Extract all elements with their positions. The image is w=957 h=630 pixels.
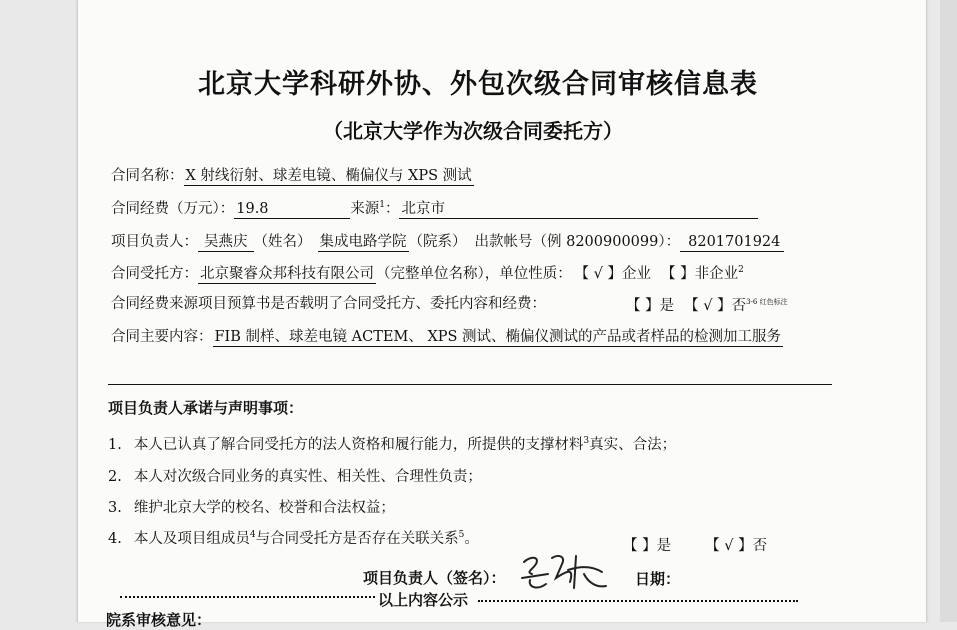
budget-row <box>111 292 546 313</box>
contract-name-value: X 射线衍射、球差电镜、椭偏仪与 XPS 测试 <box>185 168 472 184</box>
contract-name-label: 合同名称： <box>111 168 184 184</box>
contract-fee-row <box>111 197 758 219</box>
contractor-row <box>111 262 744 284</box>
dotted-separator-left <box>120 596 375 598</box>
budget-footnote: 3-6 红色标注 <box>746 298 788 307</box>
budget-no-checkbox: 【 √ 】否 <box>684 298 747 314</box>
item-period: 。 <box>464 531 479 547</box>
handwritten-signature <box>518 548 608 596</box>
dept-label: （院系） <box>408 234 467 250</box>
item-footnote: 4 <box>249 530 256 541</box>
account-value: 8201701924 <box>680 233 784 252</box>
public-notice-label: 以上内容公示 <box>378 591 469 609</box>
commitment-item <box>108 496 395 517</box>
section-divider <box>108 384 832 385</box>
budget-question: 合同经费来源项目预算书是否载明了合同受托方、委托内容和经费： <box>111 296 546 312</box>
item-text: 本人对次级合同业务的真实性、相关性、合理性负责； <box>133 469 482 485</box>
leader-label: 项目负责人： <box>111 234 198 250</box>
enterprise-checkbox: 【 √ 】企业 <box>581 266 651 282</box>
item-text: 本人及项目组成员 <box>133 531 250 547</box>
contract-name-row <box>111 164 474 186</box>
relation-options <box>623 534 767 555</box>
contractor-value: 北京聚睿众邦科技有限公司 <box>200 266 374 282</box>
source-value: 北京市 <box>399 200 758 219</box>
fee-value: 19.8 <box>234 200 350 219</box>
item-number: 2. <box>108 469 122 485</box>
relation-yes-checkbox: 【 】是 <box>623 538 672 554</box>
document-title: 北京大学科研外协、外包次级合同审核信息表 <box>198 69 758 100</box>
account-label: 出款帐号（例 8200900099）： <box>474 234 681 250</box>
item-text: 本人已认真了解合同受托方的法人资格和履行能力，所提供的支撑材料 <box>133 437 584 453</box>
fee-label: 合同经费（万元）： <box>111 201 235 217</box>
signature-label: 项目负责人（签名）： <box>363 569 506 587</box>
contractor-label: 合同受托方： <box>111 266 198 282</box>
item-text: 维护北京大学的校名、校誉和合法权益； <box>133 500 395 516</box>
full-name-label: （完整单位名称），单位性质： <box>376 266 572 282</box>
item-number: 3. <box>108 500 122 516</box>
budget-yes-checkbox: 【 】是 <box>626 298 675 314</box>
commitment-item <box>108 465 482 486</box>
leader-row <box>111 230 784 252</box>
relation-no-checkbox: 【 √ 】否 <box>705 538 768 554</box>
content-label: 合同主要内容： <box>111 329 213 345</box>
source-colon: ： <box>384 201 400 217</box>
name-label: （姓名） <box>253 234 312 250</box>
date-label: 日期： <box>635 570 681 588</box>
content-row <box>111 325 783 347</box>
dept-value: 集成电路学院 <box>319 234 407 250</box>
commitment-heading: 项目负责人承诺与声明事项： <box>108 399 304 417</box>
leader-value: 吴燕庆 <box>198 233 254 252</box>
dotted-separator-right <box>478 600 798 602</box>
document-page <box>77 0 927 629</box>
scrollbar-track[interactable] <box>940 0 957 622</box>
source-label: 来源 <box>350 201 380 217</box>
dept-review-label: 院系审核意见： <box>106 611 212 629</box>
commitment-item <box>108 433 676 454</box>
item-text-end: 与合同受托方是否存在关联关系 <box>255 531 459 547</box>
budget-options <box>626 294 788 315</box>
content-value: FIB 制样、球差电镜 ACTEM、 XPS 测试、椭偏仪测试的产品或者样品的检测加工服务 <box>214 329 782 345</box>
source-footnote: 1 <box>379 200 385 211</box>
non-enterprise-footnote: 2 <box>738 265 744 276</box>
item-footnote: 3 <box>583 436 590 447</box>
item-number: 1. <box>108 437 122 453</box>
document-subtitle: （北京大学作为次级合同委托方） <box>323 119 623 143</box>
item-number: 4. <box>108 531 122 547</box>
item-text-end: 真实、合法； <box>589 437 677 453</box>
item-footnote-2: 5 <box>458 530 465 541</box>
non-enterprise-checkbox: 【 】非企业 <box>660 266 739 282</box>
commitment-item <box>108 527 479 548</box>
